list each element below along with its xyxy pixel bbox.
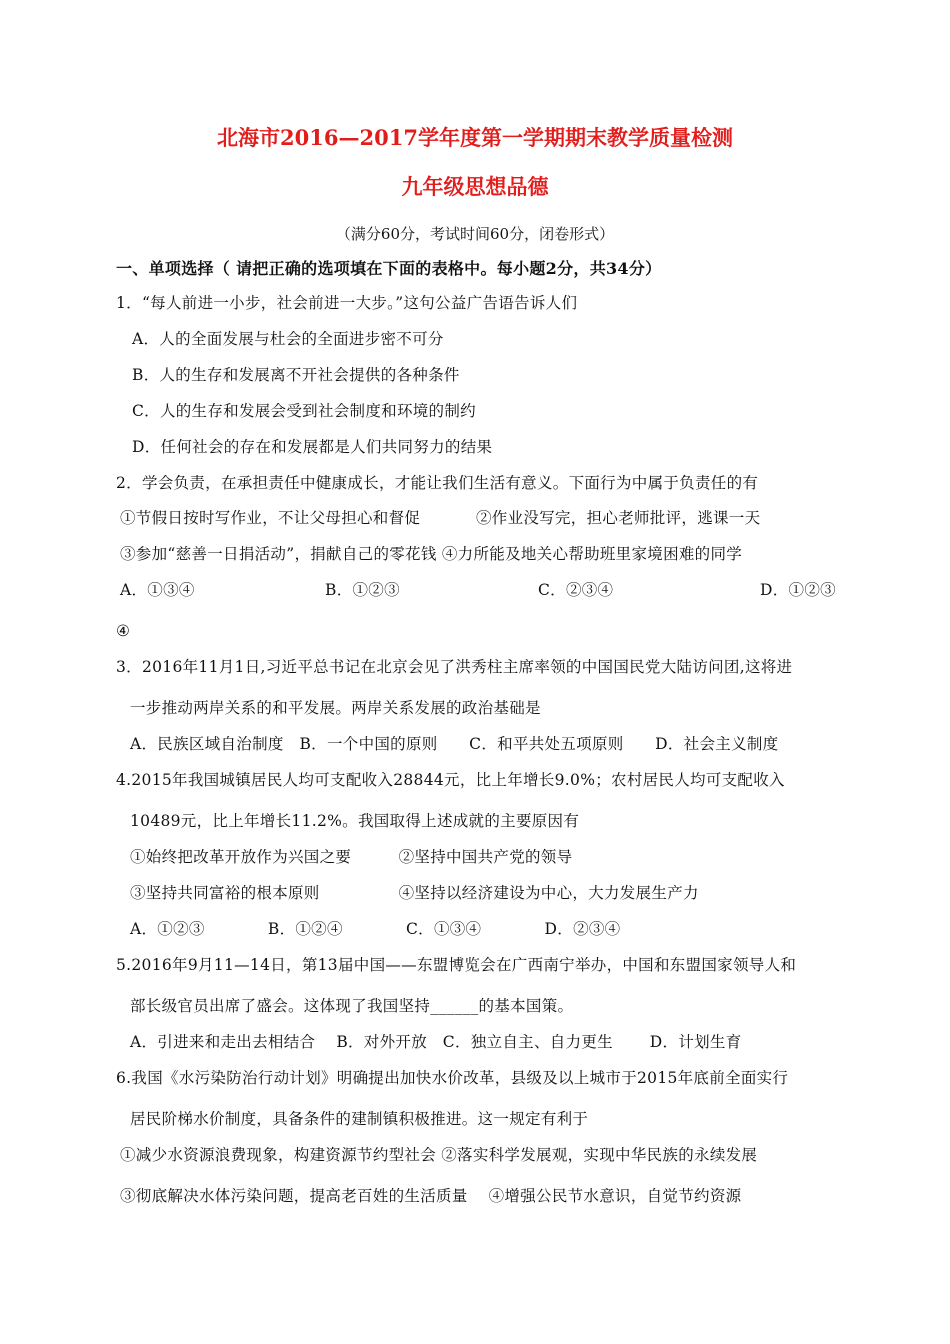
question-5-options: A．引进来和走出去相结合 B．对外开放 C．独立自主、自力更生 D．计划生育 bbox=[130, 1033, 742, 1051]
question-1-option-d: D．任何社会的存在和发展都是人们共同努力的结果 bbox=[132, 438, 493, 456]
question-5-stem-line-1: 5.2016年9月11—14日，第13届中国——东盟博览会在广西南宁举办，中国和东盟国家领导人和 bbox=[116, 956, 797, 974]
question-2-statement-2: ②作业没写完，担心老师批评，逃课一天 bbox=[476, 509, 761, 527]
question-5-stem-line-2: 部长级官员出席了盛会。这体现了我国坚持______的基本国策。 bbox=[130, 997, 574, 1015]
question-2-option-a: A．①③④ bbox=[120, 581, 195, 599]
exam-subject: 九年级思想品德 bbox=[401, 174, 549, 199]
question-3-stem-line-1: 3．2016年11月1日,习近平总书记在北京会见了洪秀柱主席率领的中国国民党大陆访问团,这将进 bbox=[116, 658, 793, 676]
question-3-options: A．民族区域自治制度 B．一个中国的原则 C．和平共处五项原则 D．社会主义制度 bbox=[130, 735, 779, 753]
exam-note: （满分60分，考试时间60分，闭卷形式） bbox=[335, 225, 615, 243]
question-2-option-d: D．①②③ bbox=[760, 581, 836, 599]
question-3-stem-line-2: 一步推动两岸关系的和平发展。两岸关系发展的政治基础是 bbox=[130, 699, 541, 717]
question-1-option-b: B．人的生存和发展离不开社会提供的各种条件 bbox=[132, 366, 460, 384]
exam-title: 北海市2016—2017学年度第一学期期末教学质量检测 bbox=[217, 125, 733, 150]
question-1-option-c: C．人的生存和发展会受到社会制度和环境的制约 bbox=[132, 402, 476, 420]
question-6-stem-line-2: 居民阶梯水价制度，具备条件的建制镇积极推进。这一规定有利于 bbox=[130, 1110, 589, 1128]
question-6-statements-3-4: ③彻底解决水体污染问题，提高老百姓的生活质量 ④增强公民节水意识，自觉节约资源 bbox=[120, 1187, 742, 1205]
question-4-stem-line-1: 4.2015年我国城镇居民人均可支配收入28844元，比上年增长9.0%；农村居民人均可支配收入 bbox=[116, 771, 785, 789]
section-heading: 一、单项选择（ 请把正确的选项填在下面的表格中。每小题2分，共34分） bbox=[116, 259, 662, 278]
question-2-statements-3-4: ③参加“慈善一日捐活动”，捐献自己的零花钱 ④力所能及地关心帮助班里家境困难的同学 bbox=[120, 545, 743, 563]
question-1-stem: 1．“每人前进一小步，社会前进一大步。”这句公益广告语告诉人们 bbox=[116, 294, 578, 312]
question-2-stem: 2．学会负责，在承担责任中健康成长，才能让我们生活有意义。下面行为中属于负责任的有 bbox=[116, 474, 759, 492]
question-2-statement-1: ①节假日按时写作业，不让父母担心和督促 bbox=[120, 509, 421, 527]
question-6-statements-1-2: ①减少水资源浪费现象，构建资源节约型社会 ②落实科学发展观，实现中华民族的永续发展 bbox=[120, 1146, 758, 1164]
question-4-stem-line-2: 10489元，比上年增长11.2%。我国取得上述成就的主要原因有 bbox=[130, 812, 580, 830]
question-2-option-d-continued: ④ bbox=[116, 622, 131, 640]
question-1-option-a: A．人的全面发展与杜会的全面进步密不可分 bbox=[132, 330, 444, 348]
question-4-statements-1-2: ①始终把改革开放作为兴国之要 ②坚持中国共产党的领导 bbox=[130, 848, 573, 866]
question-6-stem-line-1: 6.我国《水污染防治行动计划》明确提出加快水价改革，县级及以上城市于2015年底前全面实行 bbox=[116, 1069, 789, 1087]
question-2-option-c: C．②③④ bbox=[538, 581, 614, 599]
question-2-option-b: B．①②③ bbox=[325, 581, 400, 599]
question-4-options: A．①②③ B．①②④ C．①③④ D．②③④ bbox=[130, 920, 621, 938]
question-4-statements-3-4: ③坚持共同富裕的根本原则 ④坚持以经济建设为中心，大力发展生产力 bbox=[130, 884, 699, 902]
